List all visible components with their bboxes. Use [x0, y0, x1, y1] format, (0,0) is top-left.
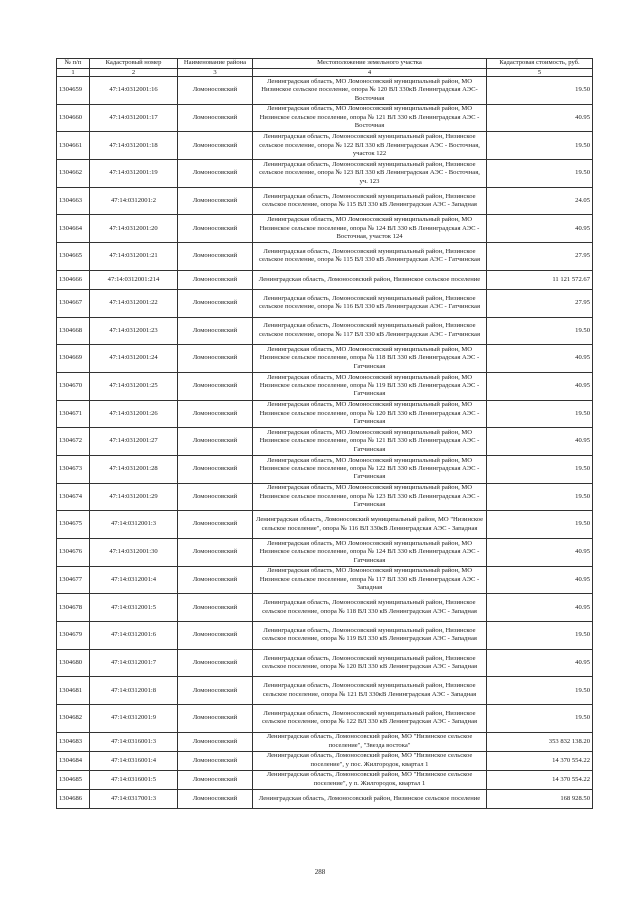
cadastral-number: 47:14:0312001:8 — [90, 677, 178, 705]
cadastral-value: 40.95 — [487, 345, 593, 373]
district-name: Ломоносовский — [178, 705, 253, 733]
table-row — [57, 317, 593, 345]
table-row — [57, 539, 593, 567]
cadastral-number: 47:14:0312001:26 — [90, 400, 178, 428]
cadastral-number: 47:14:0312001:5 — [90, 594, 178, 622]
header-cadastral-value: Кадастровая стоимость, руб. — [487, 59, 593, 69]
header-location: Местоположение земельного участка — [253, 59, 487, 69]
table-row — [57, 270, 593, 289]
land-location: Ленинградская область, МО Ломоносовский муниципальный район, МО Низинское сельское поселение, опора № 120 ВЛ 330 кВ Ленинградская АЭС - Гатчинская — [253, 400, 487, 428]
cadastral-number: 47:14:0316001:4 — [90, 751, 178, 770]
cadastral-number: 47:14:0312001:29 — [90, 483, 178, 511]
column-number-row — [57, 69, 593, 77]
land-location: Ленинградская область, МО Ломоносовский муниципальный район, МО Низинское сельское поселение, опора № 122 ВЛ 330 кВ Ленинградская АЭС - Гатчинская — [253, 455, 487, 483]
row-number: 1304677 — [57, 566, 90, 594]
cadastral-number: 47:14:0312001:30 — [90, 539, 178, 567]
cadastral-number: 47:14:0312001:4 — [90, 566, 178, 594]
column-number: 4 — [253, 69, 487, 77]
cadastral-value: 19.50 — [487, 455, 593, 483]
district-name: Ломоносовский — [178, 317, 253, 345]
table-row — [57, 751, 593, 770]
table-row — [57, 132, 593, 160]
land-location: Ленинградская область, МО Ломоносовский муниципальный район, МО Низинское сельское поселение, опора № 121 ВЛ 330 кВ Ленинградская АЭС - Восточная — [253, 104, 487, 132]
table-header-row — [57, 59, 593, 69]
cadastral-value: 14 370 554.22 — [487, 770, 593, 789]
land-location: Ленинградская область, Ломоносовский муниципальный район, Низинское сельское поселение, опора № 115 ВЛ 330 кВ Ленинградская АЭС - Гатчинская — [253, 243, 487, 271]
cadastral-number: 47:14:0317001:3 — [90, 789, 178, 808]
row-number: 1304676 — [57, 539, 90, 567]
land-location: Ленинградская область, МО Ломоносовский муниципальный район, МО Низинское сельское поселение, опора № 120 ВЛ 330кВ Ленинградская АЭС-Восточная — [253, 77, 487, 105]
district-name: Ломоносовский — [178, 511, 253, 539]
table-row — [57, 789, 593, 808]
land-location: Ленинградская область, МО Ломоносовский муниципальный район, МО Низинское сельское поселение, опора № 123 ВЛ 330 кВ Ленинградская АЭС - Гатчинская — [253, 483, 487, 511]
row-number: 1304679 — [57, 622, 90, 650]
row-number: 1304662 — [57, 160, 90, 188]
cadastral-number: 47:14:0316001:5 — [90, 770, 178, 789]
land-location: Ленинградская область, МО Ломоносовский муниципальный район, МО Низинское сельское поселение, опора № 121 ВЛ 330 кВ Ленинградская АЭС - Гатчинская — [253, 428, 487, 456]
land-location: Ленинградская область, Ломоносовский муниципальный район, Низинское сельское поселение, опора № 119 ВЛ 330 кВ Ленинградская АЭС - Западная — [253, 622, 487, 650]
district-name: Ломоносовский — [178, 789, 253, 808]
district-name: Ломоносовский — [178, 770, 253, 789]
cadastral-number: 47:14:0312001:2 — [90, 187, 178, 215]
cadastral-number: 47:14:0312001:28 — [90, 455, 178, 483]
row-number: 1304660 — [57, 104, 90, 132]
land-location: Ленинградская область, Ломоносовский муниципальный район, Низинское сельское поселение, опора № 122 ВЛ 330 кВ Ленинградская АЭС - Восточная, участок 122 — [253, 132, 487, 160]
land-location: Ленинградская область, Ломоносовский муниципальный район, Низинское сельское поселение, опора № 121 ВЛ 330кВ Ленинградская АЭС - Западная — [253, 677, 487, 705]
district-name: Ломоносовский — [178, 566, 253, 594]
land-location: Ленинградская область, МО Ломоносовский муниципальный район, МО Низинское сельское поселение, опора № 118 ВЛ 330 кВ Ленинградская АЭС - Гатчинская — [253, 345, 487, 373]
land-location: Ленинградская область, Ломоносовский район, МО "Низинское сельское поселение", у п. Жилгородок, квартал 1 — [253, 770, 487, 789]
cadastral-value: 14 370 554.22 — [487, 751, 593, 770]
cadastral-number: 47:14:0312001:25 — [90, 372, 178, 400]
cadastral-value: 40.95 — [487, 372, 593, 400]
cadastral-value: 19.50 — [487, 317, 593, 345]
cadastral-value: 40.95 — [487, 594, 593, 622]
table-row — [57, 511, 593, 539]
row-number: 1304683 — [57, 732, 90, 751]
column-number: 5 — [487, 69, 593, 77]
cadastral-number: 47:14:0312001:17 — [90, 104, 178, 132]
cadastral-value: 40.95 — [487, 428, 593, 456]
district-name: Ломоносовский — [178, 160, 253, 188]
table-row — [57, 428, 593, 456]
cadastral-value: 19.50 — [487, 483, 593, 511]
row-number: 1304663 — [57, 187, 90, 215]
table-row — [57, 372, 593, 400]
table-row — [57, 400, 593, 428]
table-row — [57, 483, 593, 511]
district-name: Ломоносовский — [178, 649, 253, 677]
land-location: Ленинградская область, МО Ломоносовский муниципальный район, МО Низинское сельское поселение, опора № 119 ВЛ 330 кВ Ленинградская АЭС - Гатчинская — [253, 372, 487, 400]
cadastral-number: 47:14:0312001:27 — [90, 428, 178, 456]
column-number: 3 — [178, 69, 253, 77]
cadastral-value: 19.50 — [487, 705, 593, 733]
cadastral-number: 47:14:0312001:18 — [90, 132, 178, 160]
district-name: Ломоносовский — [178, 215, 253, 243]
district-name: Ломоносовский — [178, 622, 253, 650]
cadastral-number: 47:14:0312001:6 — [90, 622, 178, 650]
row-number: 1304671 — [57, 400, 90, 428]
cadastral-number: 47:14:0312001:24 — [90, 345, 178, 373]
cadastral-value: 19.50 — [487, 622, 593, 650]
district-name: Ломоносовский — [178, 400, 253, 428]
cadastral-value: 40.95 — [487, 215, 593, 243]
land-location: Ленинградская область, Ломоносовский муниципальный район, Низинское сельское поселение, опора № 116 ВЛ 330 кВ Ленинградская АЭС - Гатчинская — [253, 289, 487, 317]
district-name: Ломоносовский — [178, 732, 253, 751]
land-location: Ленинградская область, Ломоносовский муниципальный район, Низинское сельское поселение, опора № 115 ВЛ 330 кВ Ленинградская АЭС - Западная — [253, 187, 487, 215]
table-row — [57, 732, 593, 751]
row-number: 1304665 — [57, 243, 90, 271]
row-number: 1304659 — [57, 77, 90, 105]
row-number: 1304667 — [57, 289, 90, 317]
district-name: Ломоносовский — [178, 187, 253, 215]
land-location: Ленинградская область, Ломоносовский муниципальный район, МО "Низинское сельское поселение", опора № 116 ВЛ 330кВ Ленинградская АЭС - Западная — [253, 511, 487, 539]
row-number: 1304661 — [57, 132, 90, 160]
row-number: 1304678 — [57, 594, 90, 622]
table-row — [57, 243, 593, 271]
district-name: Ломоносовский — [178, 132, 253, 160]
land-location: Ленинградская область, МО Ломоносовский муниципальный район, МО Низинское сельское поселение, опора № 117 ВЛ 330 кВ Ленинградская АЭС - Западная — [253, 566, 487, 594]
row-number: 1304675 — [57, 511, 90, 539]
cadastral-value: 11 121 572.67 — [487, 270, 593, 289]
header-cadastral-number: Кадастровый номер — [90, 59, 178, 69]
cadastral-value: 27.95 — [487, 243, 593, 271]
district-name: Ломоносовский — [178, 677, 253, 705]
district-name: Ломоносовский — [178, 270, 253, 289]
cadastral-number: 47:14:0312001:3 — [90, 511, 178, 539]
cadastral-value: 168 928.50 — [487, 789, 593, 808]
cadastral-number: 47:14:0312001:20 — [90, 215, 178, 243]
cadastral-number: 47:14:0316001:3 — [90, 732, 178, 751]
row-number: 1304668 — [57, 317, 90, 345]
cadastral-value: 19.50 — [487, 132, 593, 160]
table-row — [57, 289, 593, 317]
table-row — [57, 77, 593, 105]
table-row — [57, 677, 593, 705]
row-number: 1304670 — [57, 372, 90, 400]
land-location: Ленинградская область, Ломоносовский муниципальный район, Низинское сельское поселение, опора № 123 ВЛ 330 кВ Ленинградская АЭС - Восточная, уч. 123 — [253, 160, 487, 188]
district-name: Ломоносовский — [178, 104, 253, 132]
row-number: 1304684 — [57, 751, 90, 770]
cadastral-value: 19.50 — [487, 160, 593, 188]
column-number: 2 — [90, 69, 178, 77]
table-row — [57, 770, 593, 789]
row-number: 1304681 — [57, 677, 90, 705]
district-name: Ломоносовский — [178, 594, 253, 622]
page-number: 288 — [314, 868, 326, 876]
row-number: 1304685 — [57, 770, 90, 789]
table-row — [57, 455, 593, 483]
cadastral-value: 19.50 — [487, 400, 593, 428]
table-row — [57, 215, 593, 243]
row-number: 1304669 — [57, 345, 90, 373]
cadastral-number: 47:14:0312001:23 — [90, 317, 178, 345]
district-name: Ломоносовский — [178, 483, 253, 511]
row-number: 1304680 — [57, 649, 90, 677]
table-row — [57, 345, 593, 373]
district-name: Ломоносовский — [178, 345, 253, 373]
cadastral-value: 24.05 — [487, 187, 593, 215]
row-number: 1304686 — [57, 789, 90, 808]
land-location: Ленинградская область, Ломоносовский муниципальный район, Низинское сельское поселение, опора № 117 ВЛ 330 кВ Ленинградская АЭС - Гатчинская — [253, 317, 487, 345]
district-name: Ломоносовский — [178, 455, 253, 483]
row-number: 1304672 — [57, 428, 90, 456]
column-number: 1 — [57, 69, 90, 77]
header-number: № п/п — [57, 59, 90, 69]
cadastral-value: 19.50 — [487, 677, 593, 705]
cadastral-value: 40.95 — [487, 104, 593, 132]
district-name: Ломоносовский — [178, 428, 253, 456]
land-location: Ленинградская область, Ломоносовский район, МО "Низинское сельское поселение", "Звезда востока" — [253, 732, 487, 751]
land-location: Ленинградская область, Ломоносовский район, Низинское сельское поселение — [253, 270, 487, 289]
cadastral-value: 40.95 — [487, 566, 593, 594]
cadastral-value: 19.50 — [487, 77, 593, 105]
table-row — [57, 566, 593, 594]
row-number: 1304673 — [57, 455, 90, 483]
header-district-name: Наименование района — [178, 59, 253, 69]
land-location: Ленинградская область, Ломоносовский район, Низинское сельское поселение — [253, 789, 487, 808]
table-body — [57, 77, 593, 809]
land-location: Ленинградская область, Ломоносовский муниципальный район, Низинское сельское поселение, опора № 122 ВЛ 330 кВ Ленинградская АЭС - Западная — [253, 705, 487, 733]
cadastral-value: 353 832 138.20 — [487, 732, 593, 751]
district-name: Ломоносовский — [178, 539, 253, 567]
cadastral-register-sheet — [56, 58, 592, 809]
cadastral-number: 47:14:0312001:214 — [90, 270, 178, 289]
table-row — [57, 649, 593, 677]
cadastral-value: 40.95 — [487, 649, 593, 677]
cadastral-number: 47:14:0312001:9 — [90, 705, 178, 733]
cadastral-value-table — [56, 58, 593, 809]
table-row — [57, 594, 593, 622]
cadastral-number: 47:14:0312001:22 — [90, 289, 178, 317]
table-row — [57, 160, 593, 188]
district-name: Ломоносовский — [178, 751, 253, 770]
cadastral-number: 47:14:0312001:7 — [90, 649, 178, 677]
land-location: Ленинградская область, Ломоносовский муниципальный район, Низинское сельское поселение, опора № 118 ВЛ 330 кВ Ленинградская АЭС - Западная — [253, 594, 487, 622]
cadastral-value: 40.95 — [487, 539, 593, 567]
row-number: 1304664 — [57, 215, 90, 243]
row-number: 1304666 — [57, 270, 90, 289]
cadastral-number: 47:14:0312001:16 — [90, 77, 178, 105]
cadastral-number: 47:14:0312001:19 — [90, 160, 178, 188]
land-location: Ленинградская область, МО Ломоносовский муниципальный район, МО Низинское сельское поселение, опора № 124 ВЛ 330 кВ Ленинградская АЭС - Гатчинская — [253, 539, 487, 567]
table-row — [57, 622, 593, 650]
district-name: Ломоносовский — [178, 372, 253, 400]
row-number: 1304682 — [57, 705, 90, 733]
cadastral-number: 47:14:0312001:21 — [90, 243, 178, 271]
district-name: Ломоносовский — [178, 243, 253, 271]
table-row — [57, 187, 593, 215]
district-name: Ломоносовский — [178, 289, 253, 317]
land-location: Ленинградская область, Ломоносовский муниципальный район, Низинское сельское поселение, опора № 120 ВЛ 330 кВ Ленинградская АЭС - Западная — [253, 649, 487, 677]
land-location: Ленинградская область, МО Ломоносовский муниципальный район, МО Низинское сельское поселение, опора № 124 ВЛ 330 кВ Ленинградская АЭС - Восточная, участок 124 — [253, 215, 487, 243]
district-name: Ломоносовский — [178, 77, 253, 105]
cadastral-value: 27.95 — [487, 289, 593, 317]
table-row — [57, 104, 593, 132]
land-location: Ленинградская область, Ломоносовский район, МО "Низинское сельское поселение", у пос. Жилгородок, квартал 1 — [253, 751, 487, 770]
cadastral-value: 19.50 — [487, 511, 593, 539]
table-row — [57, 705, 593, 733]
row-number: 1304674 — [57, 483, 90, 511]
